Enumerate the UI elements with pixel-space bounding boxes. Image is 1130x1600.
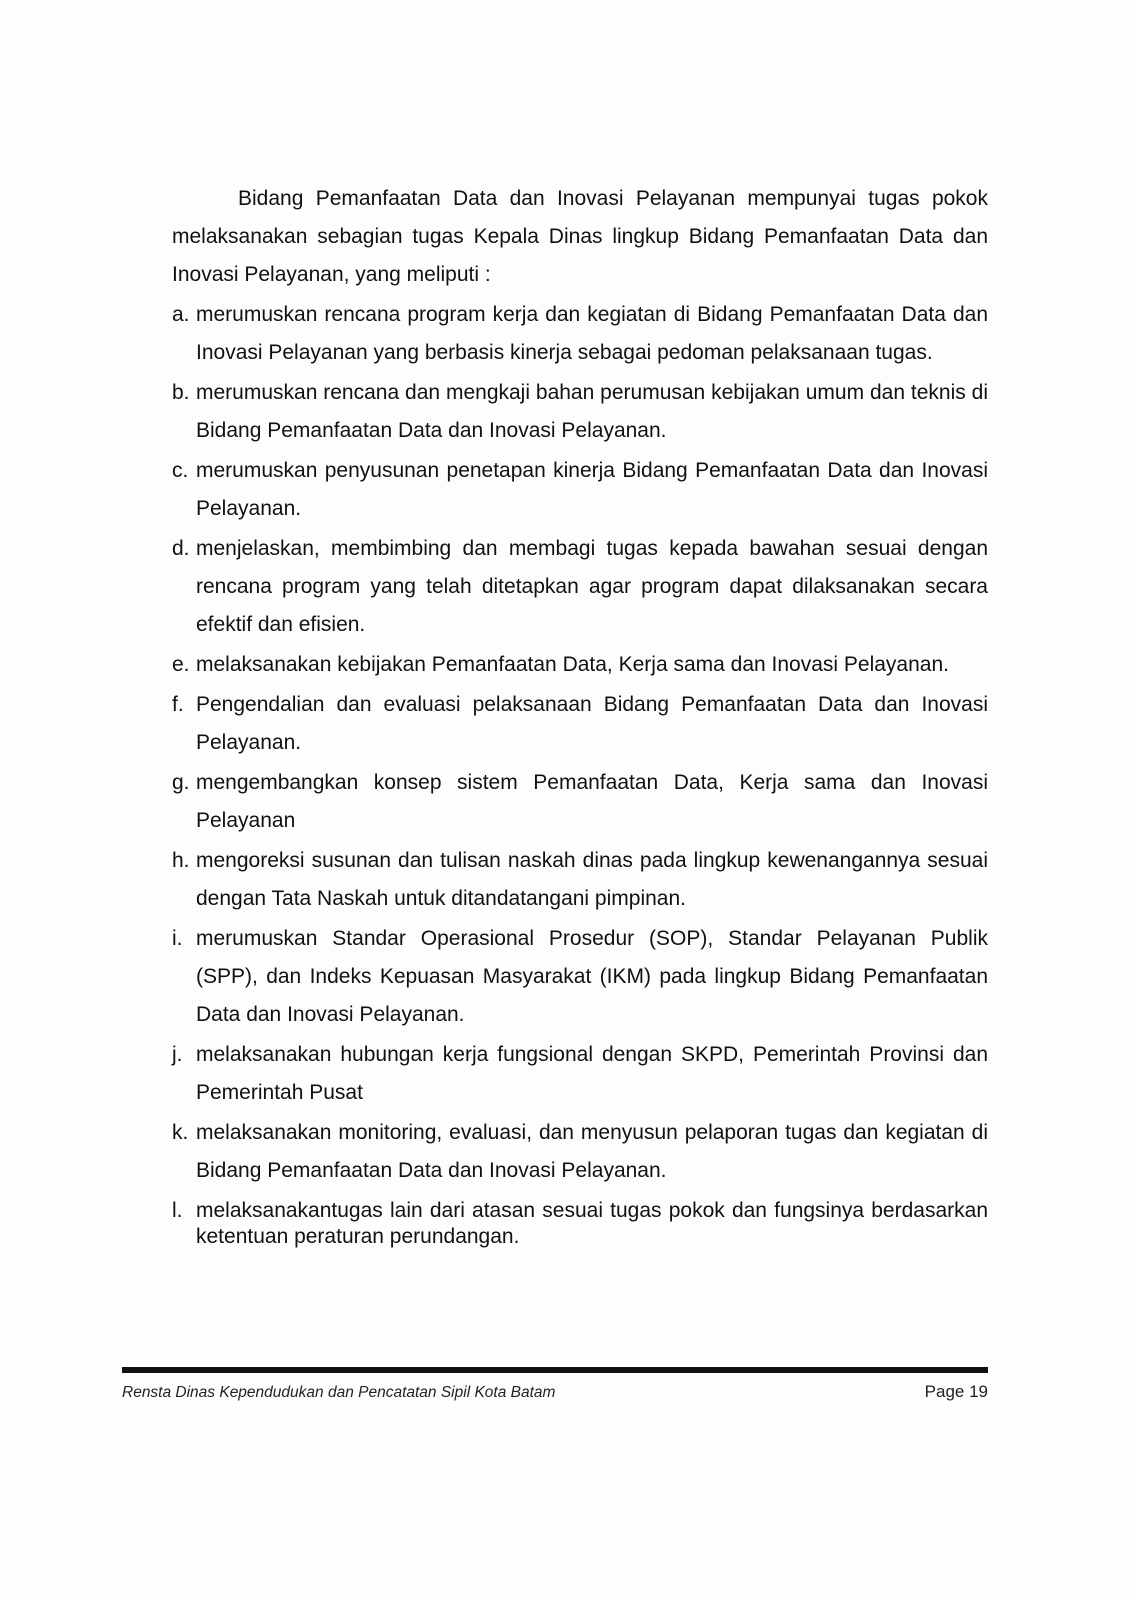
list-item-text: melaksanakan hubungan kerja fungsional dengan SKPD, Pemerintah Provinsi dan Pemerintah Pusat	[196, 1043, 988, 1104]
list-item-text: melaksanakan monitoring, evaluasi, dan menyusun pelaporan tugas dan kegiatan di Bidang Pemanfaatan Data dan Inovasi Pelayanan.	[196, 1121, 988, 1182]
list-item-text: melaksanakantugas lain dari atasan sesuai tugas pokok dan fungsinya berdasarkan ketentuan peraturan perundangan.	[196, 1199, 988, 1248]
list-marker: b.	[172, 381, 190, 404]
list-marker: j.	[172, 1043, 183, 1066]
list-item	[172, 764, 988, 840]
list-item-text: Pengendalian dan evaluasi pelaksanaan Bidang Pemanfaatan Data dan Inovasi Pelayanan.	[196, 693, 988, 754]
list-item	[172, 842, 988, 918]
list-item-text: merumuskan Standar Operasional Prosedur (SOP), Standar Pelayanan Publik (SPP), dan Indeks Kepuasan Masyarakat (IKM) pada lingkup Bidang Pemanfaatan Data dan Inovasi Pelayanan.	[196, 927, 988, 1026]
page-number: Page 19	[924, 1382, 988, 1401]
list-item	[172, 1114, 988, 1190]
list-item	[172, 452, 988, 528]
list-item	[172, 530, 988, 644]
list-marker: c.	[172, 459, 189, 482]
list-marker: d.	[172, 537, 190, 560]
list-item-text: melaksanakan kebijakan Pemanfaatan Data, Kerja sama dan Inovasi Pelayanan.	[196, 653, 949, 676]
intro-paragraph: Bidang Pemanfaatan Data dan Inovasi Pelayanan mempunyai tugas pokok melaksanakan sebagian tugas Kepala Dinas lingkup Bidang Pemanfaatan Data dan Inovasi Pelayanan, yang meliputi :	[172, 187, 988, 286]
list-item	[172, 1036, 988, 1112]
list-item-text: menjelaskan, membimbing dan membagi tugas kepada bawahan sesuai dengan rencana program yang telah ditetapkan agar program dapat dilaksanakan secara efektif dan efisien.	[196, 537, 988, 636]
list-item-text: mengoreksi susunan dan tulisan naskah dinas pada lingkup kewenangannya sesuai dengan Tata Naskah untuk ditandatangani pimpinan.	[196, 849, 988, 910]
list-marker: h.	[172, 849, 190, 872]
list-item	[172, 1192, 988, 1250]
list-marker: g.	[172, 771, 190, 794]
list-item	[172, 920, 988, 1034]
page-body	[172, 180, 988, 1252]
list-item-text: merumuskan rencana dan mengkaji bahan perumusan kebijakan umum dan teknis di Bidang Pemanfaatan Data dan Inovasi Pelayanan.	[196, 381, 988, 442]
list-item-text: merumuskan rencana program kerja dan kegiatan di Bidang Pemanfaatan Data dan Inovasi Pelayanan yang berbasis kinerja sebagai pedoman pelaksanaan tugas.	[196, 303, 988, 364]
list-item-text: merumuskan penyusunan penetapan kinerja Bidang Pemanfaatan Data dan Inovasi Pelayanan.	[196, 459, 988, 520]
list-item-text: mengembangkan konsep sistem Pemanfaatan Data, Kerja sama dan Inovasi Pelayanan	[196, 771, 988, 832]
list-marker: i.	[172, 927, 183, 950]
list-marker: a.	[172, 303, 190, 326]
task-list	[172, 296, 988, 1250]
list-item	[172, 686, 988, 762]
list-item	[172, 374, 988, 450]
list-marker: l.	[172, 1199, 183, 1222]
list-item	[172, 646, 988, 684]
list-marker: e.	[172, 653, 190, 676]
list-marker: f.	[172, 693, 184, 716]
list-item	[172, 296, 988, 372]
footer-title: Rensta Dinas Kependudukan dan Pencatatan Sipil Kota Batam	[122, 1384, 556, 1401]
footer-divider	[122, 1367, 988, 1373]
list-marker: k.	[172, 1121, 189, 1144]
